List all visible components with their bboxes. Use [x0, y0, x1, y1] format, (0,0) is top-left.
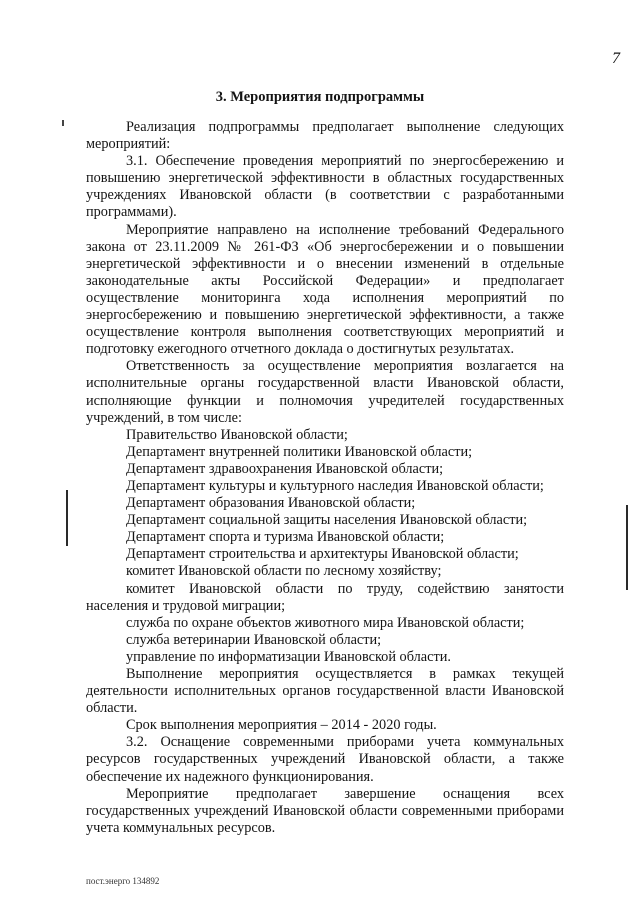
page-number: 7 [612, 50, 620, 67]
paragraph-item-3-1: 3.1. Обеспечение проведения мероприятий по энергосбережению и повышению энергетической эффективности в областных государственных учреждениях Ивановской области (в соответствии с разработанными программами). [86, 153, 564, 221]
paragraph-item-3-2: 3.2. Оснащение современными приборами учета коммунальных ресурсов государственных учреждений Ивановской области, а также обеспечение их надежного функционирования. [86, 734, 564, 785]
scan-mark-right [626, 505, 628, 590]
paragraph-intro: Реализация подпрограммы предполагает выполнение следующих мероприятий: [86, 119, 564, 153]
list-item: комитет Ивановской области по труду, содействию занятости населения и трудовой миграции; [86, 580, 564, 614]
list-item: служба ветеринарии Ивановской области; [126, 631, 382, 648]
paragraph-term: Срок выполнения мероприятия – 2014 - 2020 годы. [126, 717, 437, 734]
list-item: управление по информатизации Ивановской области. [126, 648, 451, 665]
scan-speck [62, 120, 64, 126]
authorities-list [86, 427, 564, 666]
list-item: служба по охране объектов животного мира Ивановской области; [126, 614, 525, 631]
paragraph-responsibility: Ответственность за осуществление мероприятия возлагается на исполнительные органы государственной власти Ивановской области, исполняющие функции и полномочия учредителей государственных учреждений, в том числе: [86, 358, 564, 426]
paragraph-execution: Выполнение мероприятия осуществляется в рамках текущей деятельности исполнительных органов государственной власти Ивановской области. [86, 666, 564, 717]
footer-reference: пост.энерго 134892 [86, 876, 160, 886]
paragraph-final: Мероприятие предполагает завершение оснащения всех государственных учреждений Ивановской области современными приборами учета коммунальных ресурсов. [86, 785, 564, 836]
list-item: Департамент культуры и культурного наследия Ивановской области; [126, 477, 544, 494]
list-item: Департамент здравоохранения Ивановской области; [126, 460, 444, 477]
list-item: Департамент строительства и архитектуры Ивановской области; [126, 546, 519, 563]
paragraph-law: Мероприятие направлено на исполнение требований Федерального закона от 23.11.2009 № 261-ФЗ «Об энергосбережении и о повышении энергетической эффективности и о внесении изменений в отдельные законодательные акты Российской Федерации» и предполагает осуществление мониторинга хода исполнения мероприятий по энергосбережению и повышению энергетической эффективности, а также осуществление контроля выполнения соответствующих мероприятий и подготовку ежегодного отчетного доклада о достигнутых результатах. [86, 221, 564, 358]
scan-mark-left [66, 490, 68, 546]
list-item: Департамент внутренней политики Ивановской области; [126, 443, 473, 460]
section-title: 3. Мероприятия подпрограммы [215, 89, 425, 105]
document-body [86, 119, 564, 837]
list-item: комитет Ивановской области по лесному хозяйству; [126, 563, 442, 580]
list-item: Правительство Ивановской области; [126, 426, 348, 443]
list-item: Департамент образования Ивановской области; [126, 495, 416, 512]
list-item: Департамент спорта и туризма Ивановской области; [126, 529, 445, 546]
list-item: Департамент социальной защиты населения Ивановской области; [126, 512, 528, 529]
